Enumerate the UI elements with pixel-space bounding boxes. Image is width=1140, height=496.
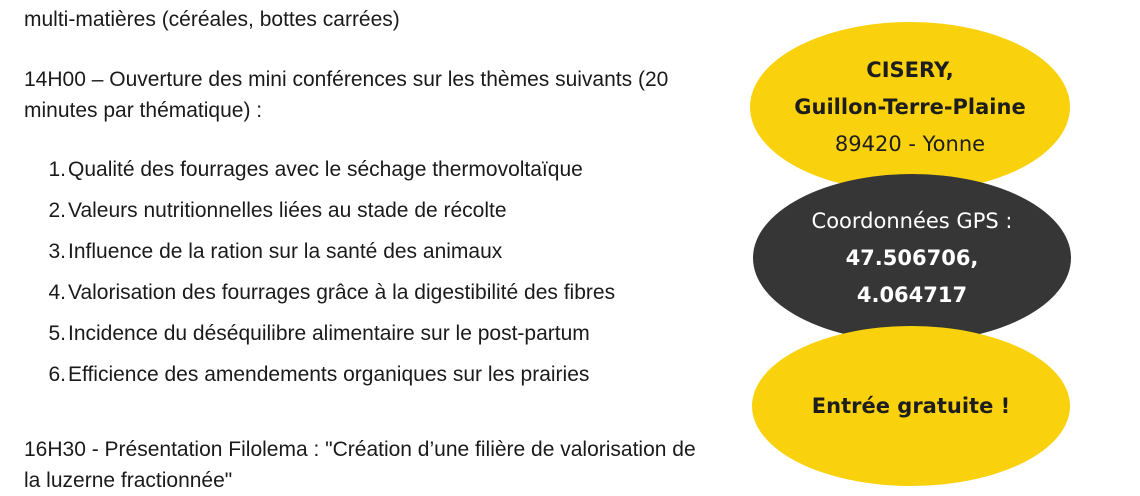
- list-number: 5.: [48, 322, 66, 345]
- gps-bubble: [753, 174, 1071, 342]
- list-item: [44, 236, 615, 277]
- session-1630: 16H30 - Présentation Filolema : "Création d’une filière de valorisation de la luzerne fractionnée": [24, 438, 696, 492]
- top-line: multi-matières (céréales, bottes carrées): [24, 8, 400, 31]
- location-bubble: [750, 22, 1070, 192]
- list-text: Influence de la ration sur la santé des animaux: [68, 240, 503, 263]
- entry-label: Entrée gratuite !: [811, 393, 1011, 418]
- gps-latitude: 47.506706,: [845, 245, 979, 270]
- list-text: Efficience des amendements organiques sur les prairies: [68, 363, 590, 386]
- location-town: CISERY,: [866, 57, 954, 82]
- session-1400: 14H00 – Ouverture des mini conférences sur les thèmes suivants (20 minutes par thématique) :: [24, 68, 669, 122]
- list-item: [44, 359, 615, 400]
- list-text: Qualité des fourrages avec le séchage thermovoltaïque: [68, 158, 583, 181]
- list-text: Valorisation des fourrages grâce à la digestibilité des fibres: [68, 281, 616, 304]
- location-commune: Guillon-Terre-Plaine: [794, 94, 1026, 119]
- list-number: 6.: [48, 363, 66, 386]
- location-postcode: 89420 - Yonne: [834, 131, 986, 156]
- list-number: 2.: [48, 199, 66, 222]
- list-number: 3.: [48, 240, 66, 263]
- topics-list: [44, 154, 615, 400]
- list-text: Valeurs nutritionnelles liées au stade de récolte: [68, 199, 507, 222]
- gps-label: Coordonnées GPS :: [811, 208, 1013, 233]
- list-item: [44, 195, 615, 236]
- list-item: [44, 154, 615, 195]
- list-number: 4.: [48, 281, 66, 304]
- gps-longitude: 4.064717: [856, 282, 968, 307]
- list-item: [44, 277, 615, 318]
- list-item: [44, 318, 615, 359]
- list-text: Incidence du déséquilibre alimentaire sur le post-partum: [68, 322, 590, 345]
- entry-bubble: [752, 326, 1070, 486]
- list-number: 1.: [48, 158, 66, 181]
